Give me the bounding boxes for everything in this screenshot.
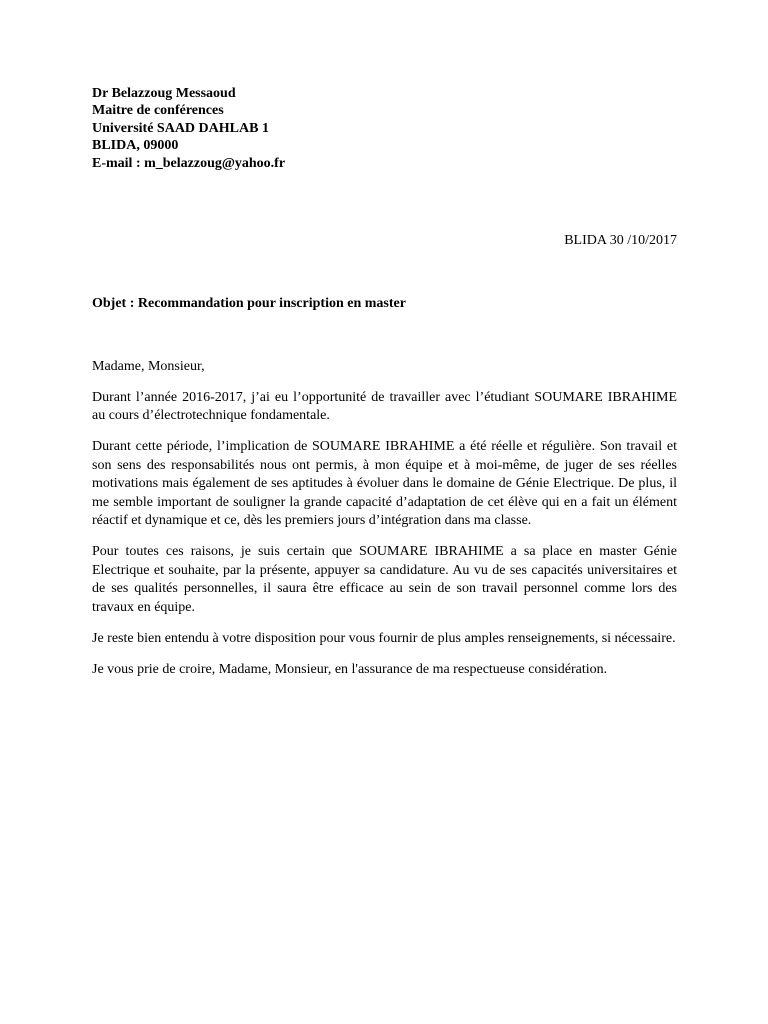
letter-subject: Objet : Recommandation pour inscription en master: [92, 296, 406, 311]
salutation: Madame, Monsieur,: [92, 359, 205, 374]
sender-title: Maitre de conférences: [92, 103, 224, 119]
paragraph-2: Durant cette période, l’implication de SOUMARE IBRAHIME a été réelle et régulière. Son travail et son sens des responsabilités nous ont permis, à mon équipe et à moi-même, de juger de ses réelles motivations mais également de ses aptitudes à évoluer dans le domaine de Génie Electrique. De plus, il me semble important de souligner la grande capacité d’adaptation de cet élève qui en a fait un élément réactif et dynamique et ce, dès les premiers jours d’intégration dans ma classe.: [92, 439, 677, 528]
sender-name: Dr Belazzoug Messaoud: [92, 86, 236, 101]
sender-email: E-mail : m_belazzoug@yahoo.fr: [92, 155, 286, 171]
paragraph-1: Durant l’année 2016-2017, j’ai eu l’opportunité de travailler avec l’étudiant SOUMARE IBRAHIME au cours d’électrotechnique fondamentale.: [92, 389, 677, 423]
sender-university: Université SAAD DAHLAB 1: [92, 120, 269, 136]
letter-date: BLIDA 30 /10/2017: [564, 233, 677, 248]
sender-city: BLIDA, 09000: [92, 138, 179, 154]
closing-paragraph: Je vous prie de croire, Madame, Monsieur, en l'assurance de ma respectueuse considération.: [92, 661, 608, 677]
paragraph-3: Pour toutes ces raisons, je suis certain que SOUMARE IBRAHIME a sa place en master Génie Electrique et souhaite, par la présente, appuyer sa candidature. Au vu de ses capacités universitaires et de ses qualités personnelles, il saura être efficace au sein de son travail personnel comme lors des travaux en équipe.: [92, 544, 677, 615]
sender-block: [92, 85, 285, 172]
paragraph-4: Je reste bien entendu à votre disposition pour vous fournir de plus amples renseignements, si nécessaire.: [92, 630, 676, 646]
letter-body: [92, 358, 677, 692]
